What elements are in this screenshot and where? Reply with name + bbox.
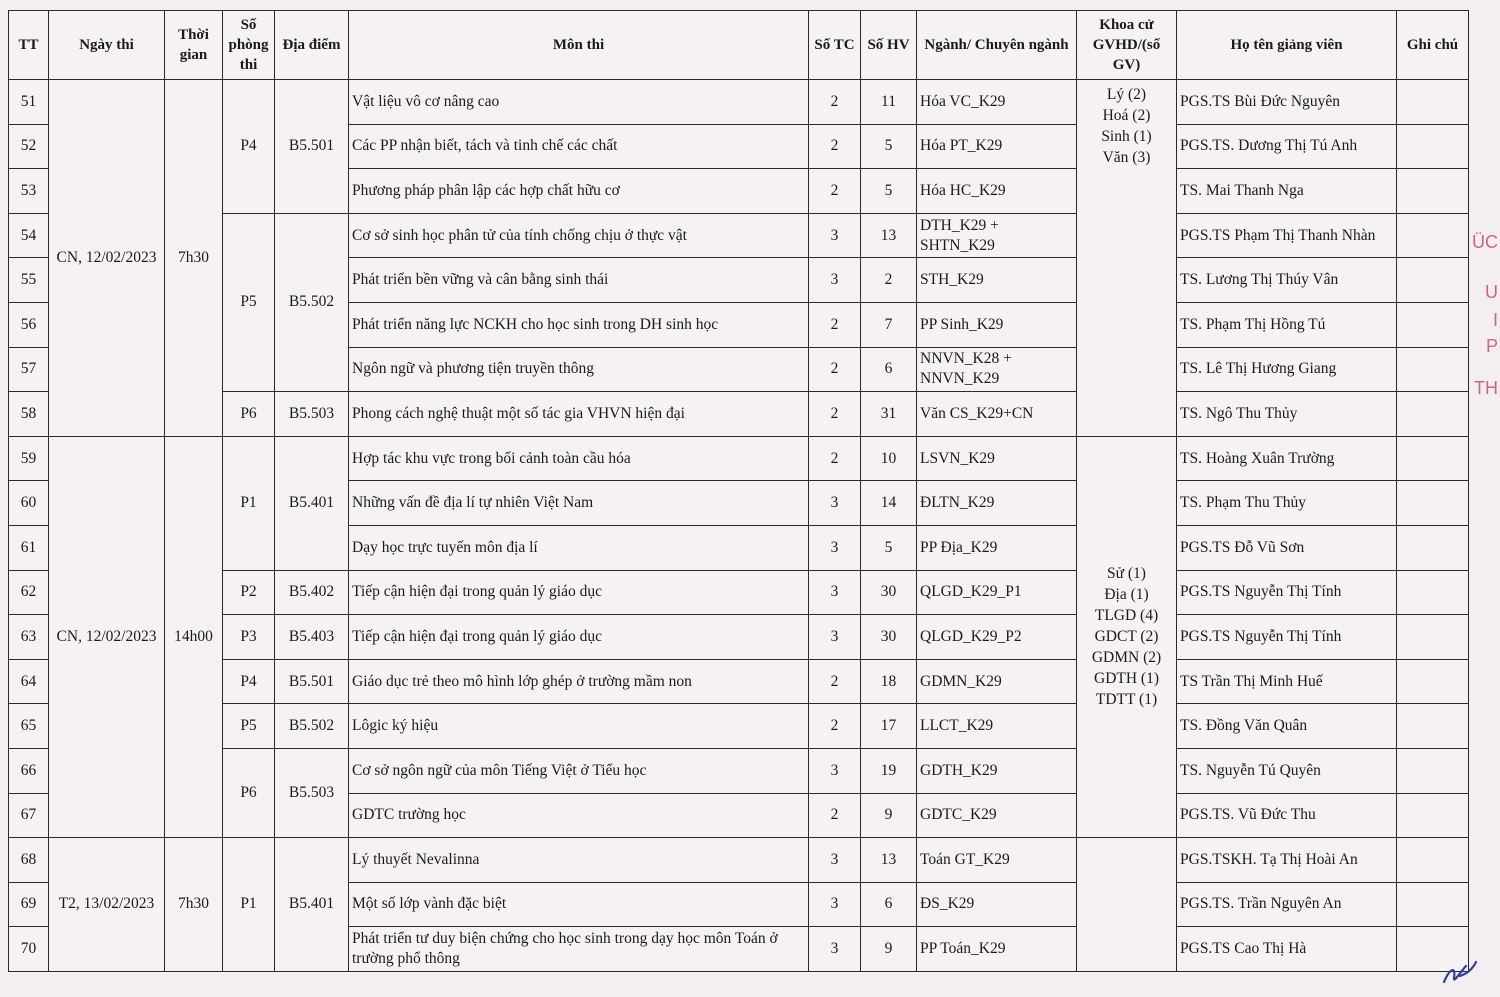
room-location: B5.503	[275, 748, 349, 837]
lecturer-name: TS. Đồng Văn Quân	[1177, 704, 1397, 749]
exam-date: T2, 13/02/2023	[49, 838, 165, 972]
note-cell	[1397, 615, 1469, 660]
major-name: STH_K29	[917, 258, 1077, 303]
credit-count: 2	[809, 659, 861, 704]
room-number: P5	[223, 704, 275, 749]
stamp-letter: ÜC	[1472, 232, 1498, 252]
table-row	[9, 392, 1469, 437]
room-location: B5.401	[275, 838, 349, 972]
credit-count: 3	[809, 882, 861, 927]
note-cell	[1397, 793, 1469, 838]
note-cell	[1397, 882, 1469, 927]
note-cell	[1397, 124, 1469, 169]
row-number: 67	[9, 793, 49, 838]
row-number: 58	[9, 392, 49, 437]
row-number: 66	[9, 748, 49, 793]
student-count: 30	[861, 615, 917, 660]
note-cell	[1397, 838, 1469, 883]
credit-count: 2	[809, 392, 861, 437]
room-number: P2	[223, 570, 275, 615]
student-count: 5	[861, 169, 917, 214]
note-cell	[1397, 481, 1469, 526]
faculty-line: GDCT (2)	[1094, 628, 1159, 646]
row-number: 68	[9, 838, 49, 883]
note-cell	[1397, 659, 1469, 704]
exam-date: CN, 12/02/2023	[49, 436, 165, 837]
row-number: 56	[9, 302, 49, 347]
stamp-letter: P	[1485, 336, 1498, 356]
subject-name: Tiếp cận hiện đại trong quản lý giáo dục	[349, 570, 809, 615]
credit-count: 2	[809, 80, 861, 125]
row-number: 61	[9, 525, 49, 570]
col-header-ngay-thi: Ngày thi	[49, 11, 165, 80]
credit-count: 3	[809, 927, 861, 972]
row-number: 52	[9, 124, 49, 169]
lecturer-name: PGS.TSKH. Tạ Thị Hoài An	[1177, 838, 1397, 883]
row-number: 63	[9, 615, 49, 660]
row-number: 65	[9, 704, 49, 749]
credit-count: 3	[809, 615, 861, 660]
lecturer-name: TS. Phạm Thị Hồng Tú	[1177, 302, 1397, 347]
row-number: 59	[9, 436, 49, 481]
faculty-line: TDTT (1)	[1095, 691, 1158, 709]
subject-name: Cơ sở sinh học phân tử của tính chống chịu ở thực vật	[349, 213, 809, 258]
room-number: P3	[223, 615, 275, 660]
note-cell	[1397, 80, 1469, 125]
lecturer-name: TS. Nguyễn Tú Quyên	[1177, 748, 1397, 793]
col-header-giang-vien: Họ tên giảng viên	[1177, 11, 1397, 80]
major-name: Hóa HC_K29	[917, 169, 1077, 214]
student-count: 7	[861, 302, 917, 347]
credit-count: 3	[809, 570, 861, 615]
student-count: 5	[861, 124, 917, 169]
major-name: Toán GT_K29	[917, 838, 1077, 883]
col-header-so-hv: Số HV	[861, 11, 917, 80]
student-count: 2	[861, 258, 917, 303]
credit-count: 2	[809, 704, 861, 749]
major-name: NNVN_K28 + NNVN_K29	[917, 347, 1077, 392]
student-count: 6	[861, 882, 917, 927]
credit-count: 3	[809, 481, 861, 526]
major-name: DTH_K29 + SHTN_K29	[917, 213, 1077, 258]
lecturer-name: PGS.TS Nguyễn Thị Tính	[1177, 615, 1397, 660]
subject-name: Vật liệu vô cơ nâng cao	[349, 80, 809, 125]
subject-name: Lôgic ký hiệu	[349, 704, 809, 749]
col-header-thoi-gian: Thời gian	[165, 11, 223, 80]
row-number: 54	[9, 213, 49, 258]
note-cell	[1397, 570, 1469, 615]
note-cell	[1397, 525, 1469, 570]
room-number: P4	[223, 80, 275, 214]
student-count: 30	[861, 570, 917, 615]
credit-count: 3	[809, 213, 861, 258]
major-name: QLGD_K29_P2	[917, 615, 1077, 660]
note-cell	[1397, 704, 1469, 749]
lecturer-name: TS. Ngô Thu Thủy	[1177, 392, 1397, 437]
lecturer-name: PGS.TS Đỗ Vũ Sơn	[1177, 525, 1397, 570]
note-cell	[1397, 169, 1469, 214]
subject-name: Tiếp cận hiện đại trong quản lý giáo dục	[349, 615, 809, 660]
major-name: QLGD_K29_P1	[917, 570, 1077, 615]
subject-name: Phát triển tư duy biện chứng cho học sinh trong dạy học môn Toán ở trường phổ thông	[349, 927, 809, 972]
student-count: 5	[861, 525, 917, 570]
credit-count: 2	[809, 124, 861, 169]
student-count: 19	[861, 748, 917, 793]
table-row	[9, 80, 1469, 125]
student-count: 10	[861, 436, 917, 481]
subject-name: Ngôn ngữ và phương tiện truyền thông	[349, 347, 809, 392]
faculty-group	[1077, 80, 1177, 437]
lecturer-name: TS. Phạm Thu Thủy	[1177, 481, 1397, 526]
student-count: 9	[861, 793, 917, 838]
credit-count: 3	[809, 258, 861, 303]
room-location: B5.503	[275, 392, 349, 437]
student-count: 17	[861, 704, 917, 749]
table-row	[9, 436, 1469, 481]
note-cell	[1397, 347, 1469, 392]
table-row	[9, 704, 1469, 749]
faculty-group	[1077, 838, 1177, 972]
subject-name: Những vấn đề địa lí tự nhiên Việt Nam	[349, 481, 809, 526]
col-header-tt: TT	[9, 11, 49, 80]
student-count: 14	[861, 481, 917, 526]
row-number: 53	[9, 169, 49, 214]
major-name: PP Toán_K29	[917, 927, 1077, 972]
table-row	[9, 838, 1469, 883]
student-count: 6	[861, 347, 917, 392]
student-count: 13	[861, 838, 917, 883]
stamp-letter: TH	[1474, 378, 1498, 398]
lecturer-name: PGS.TS Nguyễn Thị Tính	[1177, 570, 1397, 615]
major-name: Hóa PT_K29	[917, 124, 1077, 169]
lecturer-name: PGS.TS. Trần Nguyên An	[1177, 882, 1397, 927]
exam-date: CN, 12/02/2023	[49, 80, 165, 437]
major-name: ĐS_K29	[917, 882, 1077, 927]
room-location: B5.402	[275, 570, 349, 615]
major-name: PP Địa_K29	[917, 525, 1077, 570]
col-header-mon-thi: Môn thi	[349, 11, 809, 80]
student-count: 31	[861, 392, 917, 437]
room-number: P6	[223, 748, 275, 837]
signature-mark	[1440, 958, 1480, 988]
major-name: LLCT_K29	[917, 704, 1077, 749]
lecturer-name: TS. Mai Thanh Nga	[1177, 169, 1397, 214]
subject-name: Một số lớp vành đặc biệt	[349, 882, 809, 927]
major-name: ĐLTN_K29	[917, 481, 1077, 526]
col-header-so-tc: Số TC	[809, 11, 861, 80]
row-number: 57	[9, 347, 49, 392]
row-number: 70	[9, 927, 49, 972]
room-location: B5.502	[275, 213, 349, 391]
lecturer-name: PGS.TS Bùi Đức Nguyên	[1177, 80, 1397, 125]
subject-name: Các PP nhận biết, tách và tinh chế các chất	[349, 124, 809, 169]
row-number: 55	[9, 258, 49, 303]
row-number: 51	[9, 80, 49, 125]
lecturer-name: TS Trần Thị Minh Huế	[1177, 659, 1397, 704]
major-name: GDMN_K29	[917, 659, 1077, 704]
table-row	[9, 570, 1469, 615]
student-count: 11	[861, 80, 917, 125]
table-row	[9, 213, 1469, 258]
student-count: 9	[861, 927, 917, 972]
room-number: P1	[223, 436, 275, 570]
subject-name: Lý thuyết Nevalinna	[349, 838, 809, 883]
room-number: P6	[223, 392, 275, 437]
faculty-line: Văn (3)	[1102, 149, 1151, 166]
exam-time: 7h30	[165, 838, 223, 972]
student-count: 18	[861, 659, 917, 704]
note-cell	[1397, 302, 1469, 347]
row-number: 62	[9, 570, 49, 615]
faculty-line: Lý (2)	[1106, 86, 1147, 103]
schedule-body	[9, 80, 1469, 972]
subject-name: Phương pháp phân lập các hợp chất hữu cơ	[349, 169, 809, 214]
credit-count: 3	[809, 525, 861, 570]
header-row	[9, 11, 1469, 80]
row-number: 64	[9, 659, 49, 704]
major-name: GDTC_K29	[917, 793, 1077, 838]
faculty-line: Địa (1)	[1104, 586, 1149, 604]
col-header-khoa: Khoa cử GVHD/(số GV)	[1077, 11, 1177, 80]
note-cell	[1397, 436, 1469, 481]
credit-count: 2	[809, 436, 861, 481]
major-name: LSVN_K29	[917, 436, 1077, 481]
subject-name: Hợp tác khu vực trong bối cảnh toàn cầu hóa	[349, 436, 809, 481]
col-header-dia-diem: Địa điểm	[275, 11, 349, 80]
row-number: 69	[9, 882, 49, 927]
note-cell	[1397, 258, 1469, 303]
major-name: PP Sinh_K29	[917, 302, 1077, 347]
major-name: Văn CS_K29+CN	[917, 392, 1077, 437]
exam-schedule-table	[8, 10, 1469, 972]
room-location: B5.401	[275, 436, 349, 570]
credit-count: 3	[809, 838, 861, 883]
note-cell	[1397, 392, 1469, 437]
faculty-line: GDMN (2)	[1091, 649, 1162, 667]
faculty-line: Sinh (1)	[1101, 128, 1152, 145]
credit-count: 3	[809, 748, 861, 793]
subject-name: Phát triển năng lực NCKH cho học sinh trong DH sinh học	[349, 302, 809, 347]
faculty-line: Hoá (2)	[1102, 107, 1151, 124]
faculty-line: Sử (1)	[1107, 565, 1146, 583]
lecturer-name: PGS.TS Cao Thị Hà	[1177, 927, 1397, 972]
room-location: B5.501	[275, 659, 349, 704]
table-row	[9, 659, 1469, 704]
exam-time: 14h00	[165, 436, 223, 837]
subject-name: Phong cách nghệ thuật một số tác gia VHVN hiện đại	[349, 392, 809, 437]
subject-name: Dạy học trực tuyến môn địa lí	[349, 525, 809, 570]
room-location: B5.502	[275, 704, 349, 749]
note-cell	[1397, 748, 1469, 793]
lecturer-name: PGS.TS. Vũ Đức Thu	[1177, 793, 1397, 838]
table-row	[9, 748, 1469, 793]
stamp-letter: I	[1492, 310, 1498, 330]
credit-count: 2	[809, 169, 861, 214]
credit-count: 2	[809, 793, 861, 838]
exam-time: 7h30	[165, 80, 223, 437]
subject-name: GDTC trường học	[349, 793, 809, 838]
subject-name: Cơ sở ngôn ngữ của môn Tiếng Việt ở Tiểu học	[349, 748, 809, 793]
row-number: 60	[9, 481, 49, 526]
room-location: B5.403	[275, 615, 349, 660]
lecturer-name: TS. Lê Thị Hương Giang	[1177, 347, 1397, 392]
faculty-line: TLGD (4)	[1094, 607, 1159, 625]
subject-name: Giáo dục trẻ theo mô hình lớp ghép ở trường mầm non	[349, 659, 809, 704]
room-number: P1	[223, 838, 275, 972]
subject-name: Phát triển bền vững và cân bằng sinh thái	[349, 258, 809, 303]
stamp-letter: U	[1485, 282, 1498, 302]
room-number: P5	[223, 213, 275, 391]
note-cell	[1397, 213, 1469, 258]
credit-count: 2	[809, 347, 861, 392]
room-number: P4	[223, 659, 275, 704]
table-row	[9, 615, 1469, 660]
lecturer-name: TS. Hoàng Xuân Trường	[1177, 436, 1397, 481]
col-header-ghi-chu: Ghi chú	[1397, 11, 1469, 80]
faculty-group	[1077, 436, 1177, 837]
lecturer-name: PGS.TS Phạm Thị Thanh Nhàn	[1177, 213, 1397, 258]
student-count: 13	[861, 213, 917, 258]
lecturer-name: TS. Lương Thị Thúy Vân	[1177, 258, 1397, 303]
credit-count: 2	[809, 302, 861, 347]
lecturer-name: PGS.TS. Dương Thị Tú Anh	[1177, 124, 1397, 169]
room-location: B5.501	[275, 80, 349, 214]
major-name: Hóa VC_K29	[917, 80, 1077, 125]
faculty-line: GDTH (1)	[1094, 670, 1159, 688]
col-header-so-phong: Số phòng thi	[223, 11, 275, 80]
col-header-nganh: Ngành/ Chuyên ngành	[917, 11, 1077, 80]
major-name: GDTH_K29	[917, 748, 1077, 793]
